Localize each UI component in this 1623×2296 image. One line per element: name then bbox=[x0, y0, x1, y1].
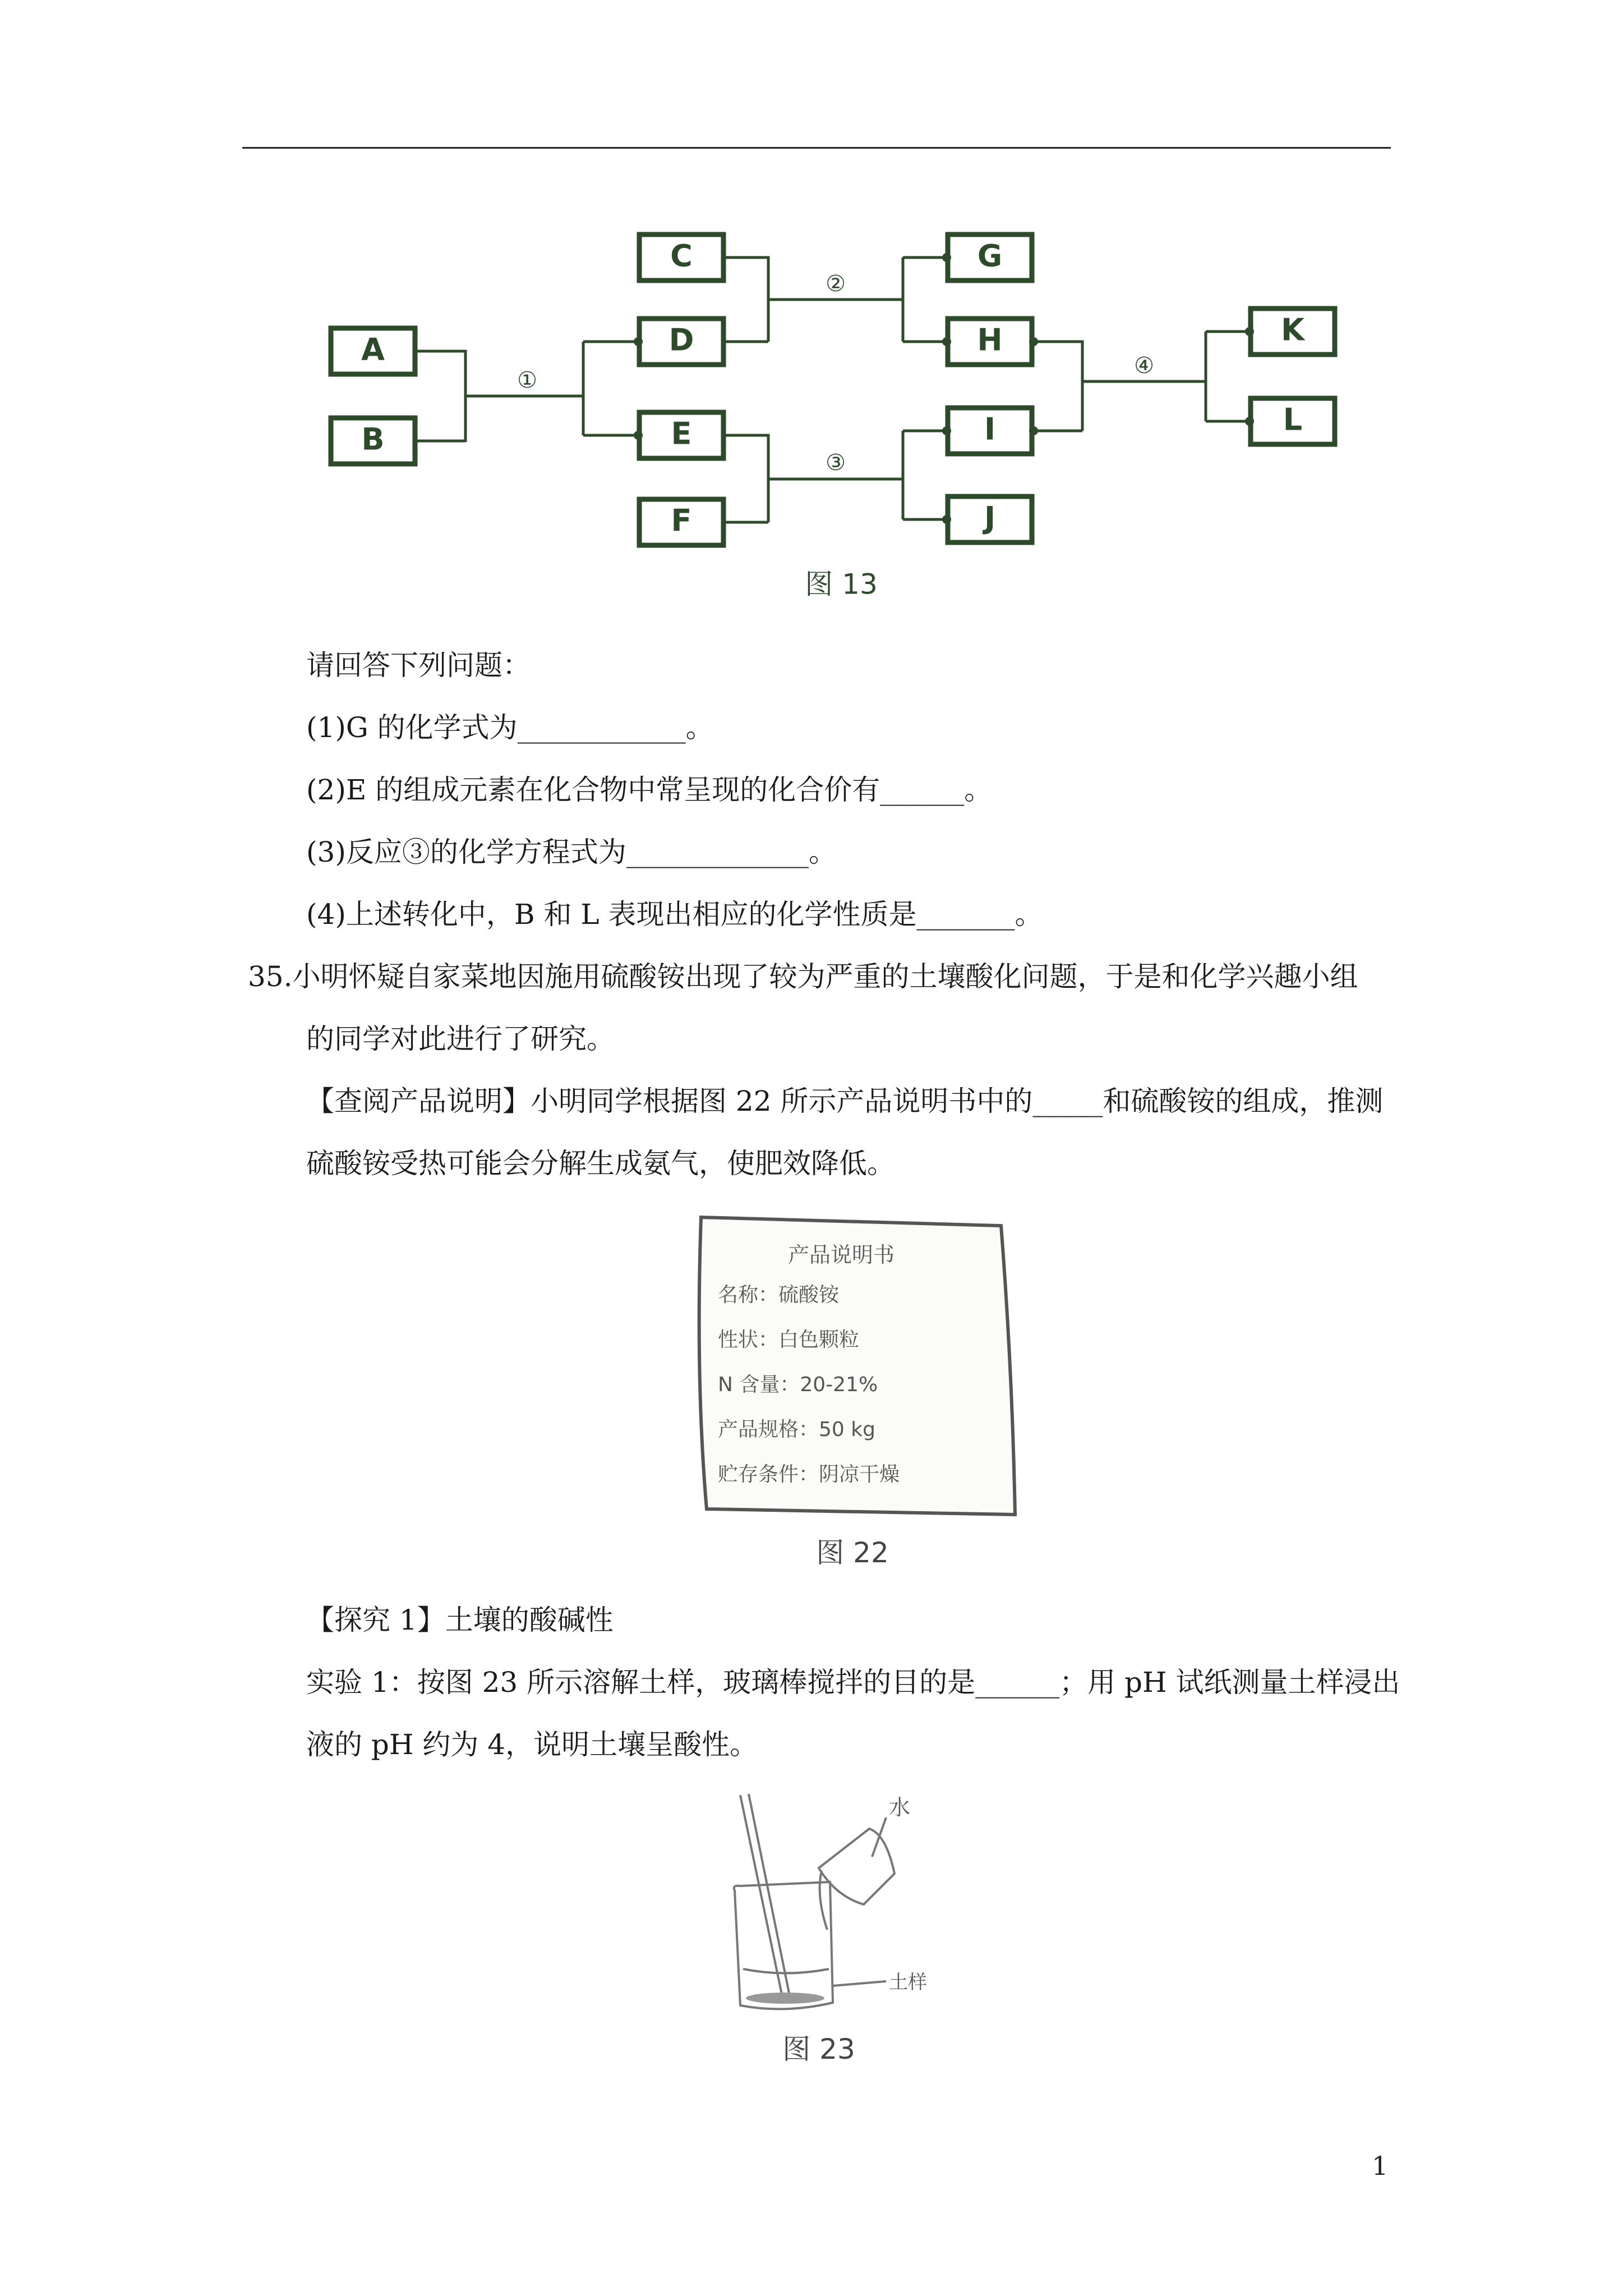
node-E-label: E bbox=[671, 416, 692, 452]
experiment-1-line-1: 实验 1：按图 23 所示溶解土样，玻璃棒搅拌的目的是______；用 pH 试纸测量土样浸出 bbox=[306, 1666, 1400, 1699]
manual-line-appearance: 性状：白色颗粒 bbox=[718, 1328, 860, 1351]
manual-line-storage: 贮存条件：阴凉干燥 bbox=[718, 1463, 900, 1486]
reaction-1-label: ① bbox=[517, 367, 537, 393]
node-G-label: G bbox=[977, 238, 1003, 274]
node-K-label: K bbox=[1281, 312, 1304, 348]
node-C-label: C bbox=[670, 238, 693, 274]
experiment-1-line-2: 液的 pH 约为 4，说明土壤呈酸性。 bbox=[306, 1728, 758, 1761]
node-D-label: D bbox=[668, 322, 694, 358]
manual-line-name: 名称：硫酸铵 bbox=[718, 1283, 840, 1306]
questions-intro: 请回答下列问题： bbox=[306, 649, 531, 682]
figure-23-caption: 图 23 bbox=[782, 2033, 855, 2065]
question-4: (4)上述转化中，B 和 L 表现出相应的化学性质是_______。 bbox=[306, 898, 1043, 931]
liquid-surface bbox=[743, 1969, 829, 1973]
node-I-label: I bbox=[984, 411, 996, 447]
glass-rod bbox=[740, 1795, 782, 1997]
product-manual-line-1: 【查阅产品说明】小明同学根据图 22 所示产品说明书中的_____和硫酸铵的组成，推测 bbox=[306, 1085, 1384, 1117]
node-A-label: A bbox=[361, 332, 385, 367]
water-label: 水 bbox=[889, 1795, 911, 1820]
soil-sample bbox=[746, 1993, 824, 2004]
figure-22-product-manual bbox=[690, 1212, 1038, 1582]
problem-35-line-1: 35.小明怀疑自家菜地因施用硫酸铵出现了较为严重的土壤酸化问题，于是和化学兴趣小组 bbox=[248, 960, 1358, 993]
question-2: (2)E 的组成元素在化合物中常呈现的化合价有______。 bbox=[306, 774, 993, 806]
node-L-label: L bbox=[1283, 402, 1303, 438]
manual-line-spec: 产品规格：50 kg bbox=[718, 1418, 875, 1441]
manual-title: 产品说明书 bbox=[787, 1243, 895, 1267]
figure-22-caption: 图 22 bbox=[816, 1536, 889, 1569]
reaction-4-label: ④ bbox=[1134, 353, 1154, 379]
figure-23-dissolving bbox=[701, 1784, 1015, 2076]
reaction-2-label: ② bbox=[826, 271, 846, 297]
question-1: (1)G 的化学式为____________。 bbox=[306, 711, 714, 744]
figure-13-caption: 图 13 bbox=[805, 568, 878, 601]
question-3: (3)反应③的化学方程式为_____________。 bbox=[306, 836, 837, 868]
manual-line-nitrogen: N 含量：20-21% bbox=[718, 1373, 878, 1396]
beaker bbox=[734, 1882, 833, 2009]
reaction-3-label: ③ bbox=[826, 450, 846, 476]
glass-rod-edge bbox=[749, 1794, 790, 1996]
node-H-label: H bbox=[977, 322, 1003, 358]
product-manual-line-2: 硫酸铵受热可能会分解生成氨气，使肥效降低。 bbox=[306, 1147, 895, 1180]
explore-1-heading: 【探究 1】土壤的酸碱性 bbox=[306, 1604, 614, 1636]
soil-label-line bbox=[833, 1981, 886, 1986]
problem-35-line-2: 的同学对此进行了研究。 bbox=[306, 1023, 615, 1055]
node-J-label: J bbox=[984, 500, 996, 536]
node-F-label: F bbox=[671, 503, 692, 539]
node-B-label: B bbox=[361, 421, 385, 457]
page-number: 1 bbox=[1372, 2151, 1389, 2181]
soil-label: 土样 bbox=[889, 1971, 927, 1994]
water-label-line bbox=[872, 1818, 886, 1857]
